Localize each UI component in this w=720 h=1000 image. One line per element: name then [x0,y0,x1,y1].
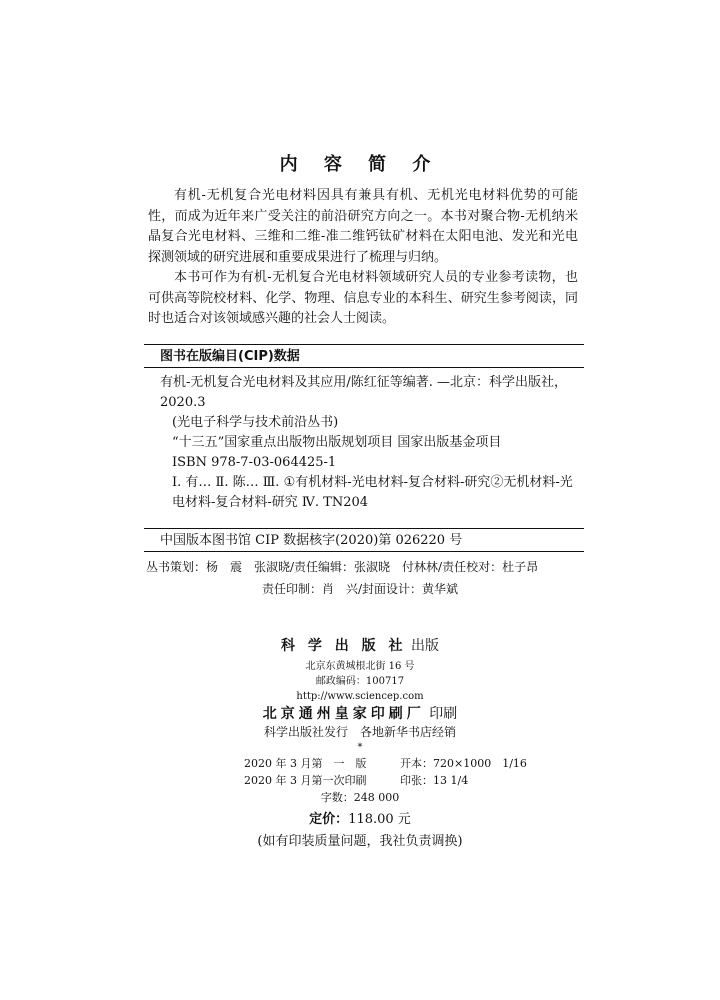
quality-note: (如有印装质量问题，我社负责调换) [257,834,463,849]
print-suffix: 印刷 [429,706,458,722]
word-count: 字数：248 000 [320,791,400,804]
summary-body [148,186,578,330]
publisher-block [0,636,720,755]
separator-star: * [357,742,363,753]
price-line [0,810,720,830]
publisher-url: http://www.sciencep.com [296,691,424,702]
credits-line-2: 责任印制：肖 兴/封面设计：黄华斌 [262,582,459,596]
summary-title: 内 容 简 介 [279,154,441,175]
cip-project-line: “十三五”国家重点出版物出版规划项目 国家出版基金项目 [172,435,502,450]
first-print: 2020 年 3 月第一次印刷 [244,774,367,787]
summary-paragraph-1: 有机-无机复合光电材料因具有兼具有机、无机光电材料优势的可能性，而成为近年来广受关注的前沿研究方向之一。本书对聚合物-无机纳米晶复合光电材料、三维和二维-准二维钙钛矿材料在太阳电池、发光和光电探测领域的研究进展和重要成果进行了梳理与归纳。 [148,188,578,265]
cip-record [160,373,578,513]
cip-header: 图书在版编目(CIP)数据 [144,344,584,368]
first-edition: 2020 年 3 月第 一 版 [244,757,367,770]
cip-number: 中国版本图书馆 CIP 数据核字(2020)第 026220 号 [144,528,584,552]
summary-paragraph-2: 本书可作为有机-无机复合光电材料领域研究人员的专业参考读物，也可供高等院校材料、化学、物理、信息专业的本科生、研究生参考阅读，同时也适合对该领域感兴趣的社会人士阅读。 [148,270,578,326]
print-sheets: 印张：13 1/4 [400,774,469,787]
printer-name: 北京通州皇家印刷厂 [262,706,425,722]
book-format: 开本：720×1000 1/16 [400,757,527,770]
cip-isbn-line: ISBN 978-7-03-064425-1 [172,455,337,470]
cip-title-line: 有机-无机复合光电材料及其应用/陈红征等编著. —北京：科学出版社， [160,375,568,390]
publisher-name: 科 学 出 版 社 [281,638,407,654]
cip-year-line: 2020.3 [160,395,206,410]
publisher-postcode: 邮政编码：100717 [315,676,405,687]
cip-classification-line: Ⅰ. 有… Ⅱ. 陈… Ⅲ. ①有机材料-光电材料-复合材料-研究②无机材料-光电材料-复合材料-研究 Ⅳ. TN204 [172,475,573,510]
cip-series-line: (光电子科学与技术前沿丛书) [172,415,339,430]
publish-suffix: 出版 [410,638,439,654]
credits-line-1: 丛书策划：杨 震 张淑晓/责任编辑：张淑晓 付林林/责任校对：杜子昂 [146,560,539,574]
credits [146,556,586,600]
edition-info [0,755,720,806]
distribution-line: 科学出版社发行 各地新华书店经销 [263,725,456,739]
price-label: 定价： [309,812,349,827]
publisher-address: 北京东黄城根北街 16 号 [305,661,415,672]
price-value: 118.00 元 [348,812,411,827]
